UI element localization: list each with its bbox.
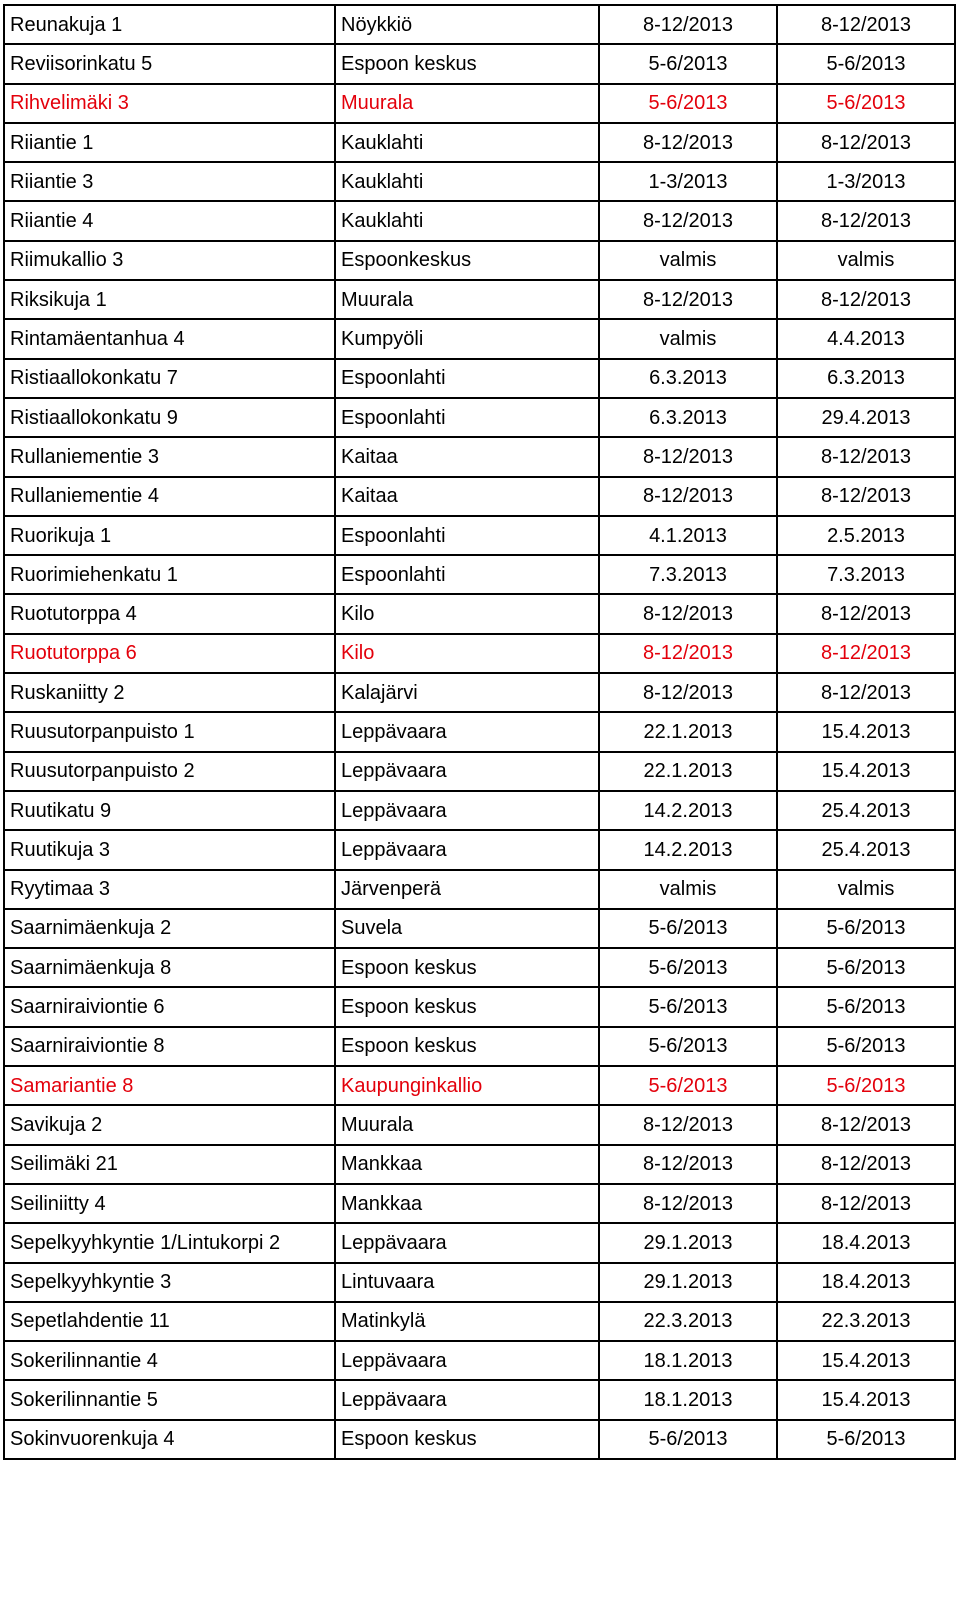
date-start-cell: 8-12/2013 [599, 1145, 777, 1184]
street-cell: Riimukallio 3 [4, 241, 335, 280]
date-end-cell: 7.3.2013 [777, 555, 955, 594]
date-end-cell: 5-6/2013 [777, 987, 955, 1026]
date-end-cell: 5-6/2013 [777, 84, 955, 123]
table-row [4, 1145, 955, 1184]
date-end-cell: 8-12/2013 [777, 5, 955, 44]
date-start-cell: 8-12/2013 [599, 634, 777, 673]
district-cell: Järvenperä [335, 870, 599, 909]
street-cell: Sepelkyyhkyntie 3 [4, 1263, 335, 1302]
table-row [4, 752, 955, 791]
street-cell: Riksikuja 1 [4, 280, 335, 319]
date-end-cell: 8-12/2013 [777, 201, 955, 240]
district-cell: Espoonkeskus [335, 241, 599, 280]
date-end-cell: 8-12/2013 [777, 634, 955, 673]
district-cell: Leppävaara [335, 1341, 599, 1380]
date-end-cell: 8-12/2013 [777, 673, 955, 712]
date-end-cell: 2.5.2013 [777, 516, 955, 555]
date-start-cell: 5-6/2013 [599, 909, 777, 948]
table-row [4, 516, 955, 555]
table-row [4, 673, 955, 712]
date-end-cell: 8-12/2013 [777, 1145, 955, 1184]
street-cell: Sokinvuorenkuja 4 [4, 1420, 335, 1459]
date-end-cell: 22.3.2013 [777, 1302, 955, 1341]
table-row [4, 791, 955, 830]
table-row [4, 1184, 955, 1223]
table-row [4, 987, 955, 1026]
table-row [4, 1380, 955, 1419]
table-row [4, 948, 955, 987]
table-row [4, 555, 955, 594]
date-end-cell: 5-6/2013 [777, 44, 955, 83]
district-cell: Leppävaara [335, 791, 599, 830]
date-start-cell: 8-12/2013 [599, 201, 777, 240]
table-row [4, 398, 955, 437]
table-row [4, 1302, 955, 1341]
date-end-cell: 5-6/2013 [777, 1027, 955, 1066]
date-end-cell: 1-3/2013 [777, 162, 955, 201]
date-start-cell: 14.2.2013 [599, 830, 777, 869]
date-end-cell: 8-12/2013 [777, 477, 955, 516]
date-end-cell: 8-12/2013 [777, 1105, 955, 1144]
table-row [4, 241, 955, 280]
date-start-cell: 5-6/2013 [599, 84, 777, 123]
date-end-cell: 29.4.2013 [777, 398, 955, 437]
table-row [4, 634, 955, 673]
date-end-cell: 5-6/2013 [777, 909, 955, 948]
date-end-cell: 15.4.2013 [777, 1380, 955, 1419]
date-start-cell: 22.1.2013 [599, 712, 777, 751]
street-cell: Riiantie 3 [4, 162, 335, 201]
date-start-cell: 8-12/2013 [599, 1184, 777, 1223]
district-cell: Suvela [335, 909, 599, 948]
street-cell: Riiantie 1 [4, 123, 335, 162]
street-cell: Rintamäentanhua 4 [4, 319, 335, 358]
address-schedule-table [3, 4, 956, 1460]
table-row [4, 1263, 955, 1302]
table-row [4, 712, 955, 751]
district-cell: Espoon keskus [335, 1420, 599, 1459]
street-cell: Ruusutorpanpuisto 1 [4, 712, 335, 751]
date-start-cell: 22.3.2013 [599, 1302, 777, 1341]
table-row [4, 123, 955, 162]
district-cell: Kaitaa [335, 437, 599, 476]
date-end-cell: 25.4.2013 [777, 830, 955, 869]
street-cell: Ruotutorppa 4 [4, 594, 335, 633]
table-row [4, 1223, 955, 1262]
date-end-cell: 15.4.2013 [777, 1341, 955, 1380]
district-cell: Espoon keskus [335, 987, 599, 1026]
date-end-cell: 8-12/2013 [777, 123, 955, 162]
street-cell: Saarnimäenkuja 2 [4, 909, 335, 948]
date-start-cell: 18.1.2013 [599, 1341, 777, 1380]
street-cell: Saarnimäenkuja 8 [4, 948, 335, 987]
date-start-cell: 5-6/2013 [599, 44, 777, 83]
date-start-cell: 5-6/2013 [599, 987, 777, 1026]
table-body [4, 5, 955, 1459]
street-cell: Savikuja 2 [4, 1105, 335, 1144]
table-row [4, 909, 955, 948]
date-end-cell: 8-12/2013 [777, 1184, 955, 1223]
date-end-cell: 8-12/2013 [777, 594, 955, 633]
date-end-cell: 5-6/2013 [777, 1066, 955, 1105]
date-start-cell: 8-12/2013 [599, 5, 777, 44]
date-end-cell: valmis [777, 870, 955, 909]
street-cell: Sepelkyyhkyntie 1/Lintukorpi 2 [4, 1223, 335, 1262]
street-cell: Samariantie 8 [4, 1066, 335, 1105]
district-cell: Kauklahti [335, 162, 599, 201]
district-cell: Kauklahti [335, 201, 599, 240]
table-row [4, 1341, 955, 1380]
street-cell: Ristiaallokonkatu 7 [4, 359, 335, 398]
date-end-cell: 25.4.2013 [777, 791, 955, 830]
date-start-cell: 5-6/2013 [599, 1420, 777, 1459]
table-row [4, 594, 955, 633]
district-cell: Espoonlahti [335, 555, 599, 594]
street-cell: Sokerilinnantie 4 [4, 1341, 335, 1380]
date-start-cell: 8-12/2013 [599, 594, 777, 633]
district-cell: Kilo [335, 634, 599, 673]
street-cell: Ryytimaa 3 [4, 870, 335, 909]
table-row [4, 1066, 955, 1105]
date-start-cell: 8-12/2013 [599, 123, 777, 162]
district-cell: Leppävaara [335, 1380, 599, 1419]
date-end-cell: 18.4.2013 [777, 1263, 955, 1302]
district-cell: Leppävaara [335, 752, 599, 791]
date-end-cell: 8-12/2013 [777, 437, 955, 476]
table-row [4, 359, 955, 398]
table-row [4, 84, 955, 123]
date-start-cell: 8-12/2013 [599, 437, 777, 476]
date-start-cell: 5-6/2013 [599, 1027, 777, 1066]
street-cell: Ruorimiehenkatu 1 [4, 555, 335, 594]
street-cell: Riiantie 4 [4, 201, 335, 240]
district-cell: Mankkaa [335, 1184, 599, 1223]
date-end-cell: 6.3.2013 [777, 359, 955, 398]
date-start-cell: valmis [599, 319, 777, 358]
date-end-cell: 5-6/2013 [777, 1420, 955, 1459]
table-row [4, 1027, 955, 1066]
table-row [4, 870, 955, 909]
street-cell: Sokerilinnantie 5 [4, 1380, 335, 1419]
district-cell: Leppävaara [335, 1223, 599, 1262]
district-cell: Kilo [335, 594, 599, 633]
district-cell: Nöykkiö [335, 5, 599, 44]
date-start-cell: valmis [599, 241, 777, 280]
table-row [4, 830, 955, 869]
street-cell: Seiliniitty 4 [4, 1184, 335, 1223]
district-cell: Kauklahti [335, 123, 599, 162]
street-cell: Ruutikatu 9 [4, 791, 335, 830]
date-start-cell: 5-6/2013 [599, 1066, 777, 1105]
district-cell: Espoon keskus [335, 1027, 599, 1066]
date-end-cell: 15.4.2013 [777, 752, 955, 791]
district-cell: Matinkylä [335, 1302, 599, 1341]
street-cell: Reunakuja 1 [4, 5, 335, 44]
street-cell: Rihvelimäki 3 [4, 84, 335, 123]
street-cell: Ruskaniitty 2 [4, 673, 335, 712]
district-cell: Lintuvaara [335, 1263, 599, 1302]
table-row [4, 437, 955, 476]
table-row [4, 319, 955, 358]
district-cell: Espoon keskus [335, 44, 599, 83]
street-cell: Saarniraiviontie 8 [4, 1027, 335, 1066]
date-start-cell: valmis [599, 870, 777, 909]
date-end-cell: 4.4.2013 [777, 319, 955, 358]
district-cell: Leppävaara [335, 712, 599, 751]
date-end-cell: 5-6/2013 [777, 948, 955, 987]
date-start-cell: 5-6/2013 [599, 948, 777, 987]
street-cell: Seilimäki 21 [4, 1145, 335, 1184]
street-cell: Rullaniementie 4 [4, 477, 335, 516]
date-start-cell: 4.1.2013 [599, 516, 777, 555]
date-start-cell: 29.1.2013 [599, 1263, 777, 1302]
date-start-cell: 1-3/2013 [599, 162, 777, 201]
table-row [4, 280, 955, 319]
district-cell: Kaupunginkallio [335, 1066, 599, 1105]
street-cell: Ristiaallokonkatu 9 [4, 398, 335, 437]
date-start-cell: 8-12/2013 [599, 477, 777, 516]
district-cell: Espoonlahti [335, 516, 599, 555]
date-start-cell: 22.1.2013 [599, 752, 777, 791]
street-cell: Reviisorinkatu 5 [4, 44, 335, 83]
district-cell: Leppävaara [335, 830, 599, 869]
district-cell: Kumpyöli [335, 319, 599, 358]
date-start-cell: 8-12/2013 [599, 673, 777, 712]
date-start-cell: 14.2.2013 [599, 791, 777, 830]
date-start-cell: 8-12/2013 [599, 1105, 777, 1144]
street-cell: Rullaniementie 3 [4, 437, 335, 476]
district-cell: Kalajärvi [335, 673, 599, 712]
district-cell: Espoonlahti [335, 398, 599, 437]
district-cell: Muurala [335, 1105, 599, 1144]
street-cell: Sepetlahdentie 11 [4, 1302, 335, 1341]
table-row [4, 44, 955, 83]
date-end-cell: 18.4.2013 [777, 1223, 955, 1262]
table-row [4, 1105, 955, 1144]
date-start-cell: 6.3.2013 [599, 398, 777, 437]
date-end-cell: 15.4.2013 [777, 712, 955, 751]
date-end-cell: 8-12/2013 [777, 280, 955, 319]
district-cell: Espoon keskus [335, 948, 599, 987]
street-cell: Saarniraiviontie 6 [4, 987, 335, 1026]
street-cell: Ruotutorppa 6 [4, 634, 335, 673]
date-start-cell: 18.1.2013 [599, 1380, 777, 1419]
date-start-cell: 8-12/2013 [599, 280, 777, 319]
table-row [4, 201, 955, 240]
date-start-cell: 29.1.2013 [599, 1223, 777, 1262]
street-cell: Ruusutorpanpuisto 2 [4, 752, 335, 791]
table-row [4, 1420, 955, 1459]
date-end-cell: valmis [777, 241, 955, 280]
street-cell: Ruutikuja 3 [4, 830, 335, 869]
table-row [4, 5, 955, 44]
district-cell: Espoonlahti [335, 359, 599, 398]
table-row [4, 477, 955, 516]
table-row [4, 162, 955, 201]
district-cell: Mankkaa [335, 1145, 599, 1184]
street-cell: Ruorikuja 1 [4, 516, 335, 555]
district-cell: Muurala [335, 84, 599, 123]
district-cell: Muurala [335, 280, 599, 319]
date-start-cell: 7.3.2013 [599, 555, 777, 594]
district-cell: Kaitaa [335, 477, 599, 516]
date-start-cell: 6.3.2013 [599, 359, 777, 398]
